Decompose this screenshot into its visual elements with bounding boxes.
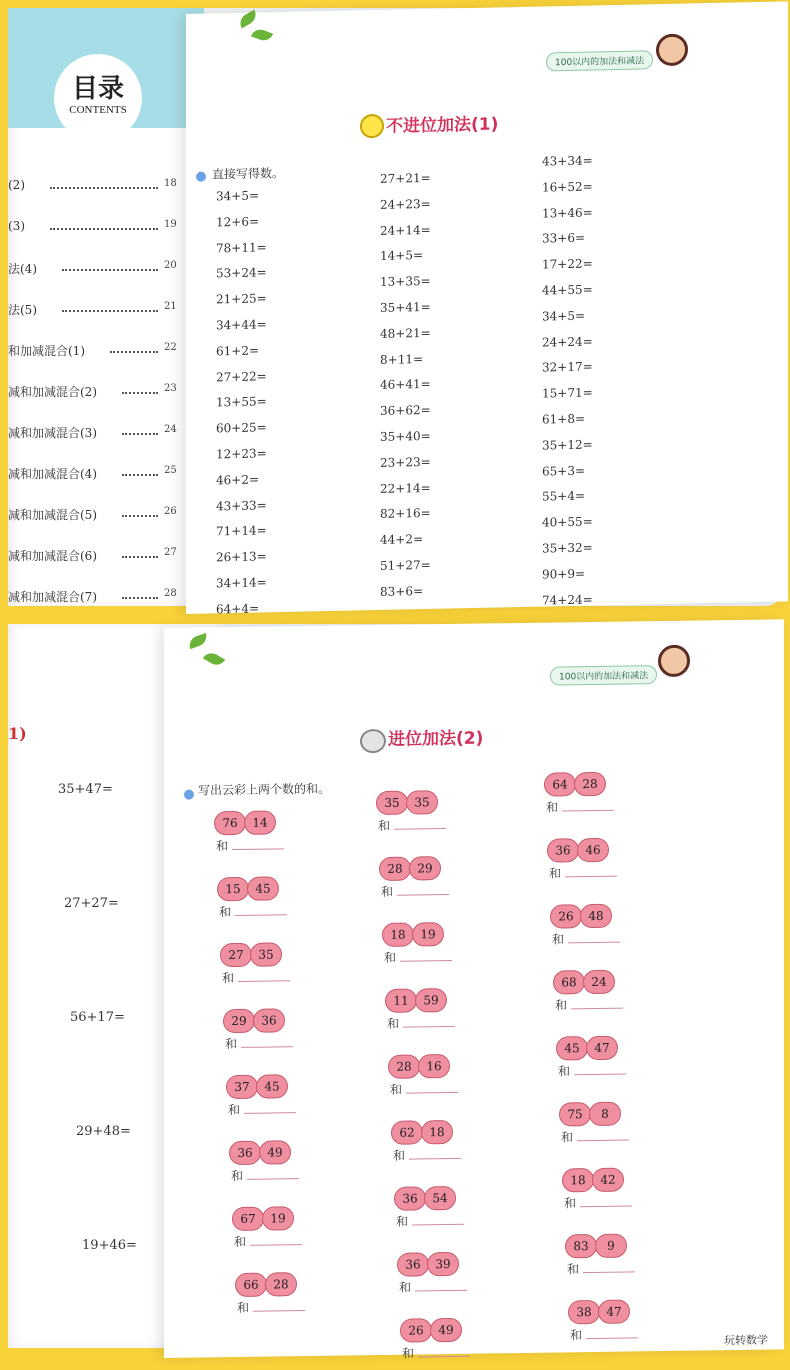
arithmetic-problem: 13+55= bbox=[216, 394, 267, 410]
cloud-number: 15 bbox=[217, 877, 249, 901]
answer-line bbox=[397, 894, 449, 896]
sum-label: 和 bbox=[231, 1168, 244, 1184]
toc-row-label: 法(4) bbox=[8, 262, 37, 276]
sum-label: 和 bbox=[219, 905, 232, 920]
arithmetic-problem: 27+27= bbox=[64, 896, 119, 911]
cloud-number: 18 bbox=[562, 1168, 594, 1192]
side-lesson-mark: 1) bbox=[8, 724, 27, 743]
cloud-pair bbox=[229, 1140, 299, 1189]
sum-label: 和 bbox=[558, 1064, 571, 1079]
arithmetic-problem: 14+5= bbox=[380, 248, 424, 264]
cloud-number: 66 bbox=[235, 1273, 267, 1297]
toc-row-label: (2) bbox=[8, 178, 25, 192]
arithmetic-problem: 13+35= bbox=[380, 274, 431, 290]
arithmetic-problem: 46+2= bbox=[216, 472, 260, 488]
cloud-number: 28 bbox=[574, 772, 606, 796]
toc-page bbox=[8, 8, 204, 606]
cloud-number: 8 bbox=[589, 1102, 621, 1126]
answer-line bbox=[415, 1290, 467, 1292]
cloud-number: 45 bbox=[556, 1036, 588, 1060]
cloud-number: 35 bbox=[250, 942, 282, 966]
cloud-number: 47 bbox=[586, 1036, 618, 1060]
arithmetic-problem: 26+13= bbox=[216, 549, 267, 565]
toc-row bbox=[8, 383, 198, 405]
cloud-pair bbox=[559, 1102, 629, 1151]
arithmetic-problem: 22+14= bbox=[380, 480, 431, 496]
arithmetic-problem: 83+6= bbox=[380, 583, 424, 599]
cloud-number: 62 bbox=[391, 1120, 423, 1144]
chick-mascot-icon bbox=[360, 114, 384, 139]
sum-label: 和 bbox=[393, 1148, 406, 1163]
answer-line bbox=[418, 1356, 470, 1358]
toc-row bbox=[8, 301, 198, 323]
toc-row-page: 21 bbox=[164, 301, 177, 312]
answer-line bbox=[253, 1310, 305, 1312]
arithmetic-problem: 44+2= bbox=[380, 532, 424, 548]
sum-label: 和 bbox=[396, 1214, 409, 1229]
toc-leader-dots bbox=[50, 187, 158, 189]
arithmetic-problem: 65+3= bbox=[542, 463, 586, 479]
arithmetic-problem: 55+4= bbox=[542, 489, 586, 504]
toc-row-label: (3) bbox=[8, 219, 25, 233]
answer-line bbox=[571, 1008, 623, 1010]
cloud-exercise-page bbox=[164, 619, 784, 1361]
cloud-number: 26 bbox=[550, 904, 582, 928]
cloud-number: 38 bbox=[568, 1300, 600, 1324]
toc-row bbox=[8, 506, 198, 528]
toc-leader-dots bbox=[62, 310, 158, 312]
answer-line bbox=[400, 960, 452, 962]
bottom-photo-panel bbox=[8, 624, 782, 1361]
cloud-pair bbox=[565, 1233, 635, 1282]
cloud-number: 18 bbox=[382, 923, 414, 947]
girl-mascot-icon bbox=[658, 645, 690, 677]
answer-line bbox=[586, 1337, 638, 1339]
answer-line bbox=[235, 914, 287, 916]
answer-line bbox=[577, 1140, 629, 1142]
toc-subtitle: CONTENTS bbox=[69, 104, 127, 116]
answer-line bbox=[580, 1205, 632, 1207]
arithmetic-problem: 34+14= bbox=[216, 575, 267, 591]
cloud-number: 36 bbox=[397, 1252, 429, 1276]
arithmetic-problem: 34+5= bbox=[216, 188, 260, 204]
cloud-pair bbox=[544, 772, 614, 821]
cloud-pair bbox=[235, 1272, 305, 1321]
cloud-pair bbox=[376, 790, 446, 839]
arithmetic-problem: 21+25= bbox=[216, 291, 267, 307]
toc-leader-dots bbox=[62, 269, 158, 271]
cloud-number: 75 bbox=[559, 1102, 591, 1126]
cloud-number: 45 bbox=[256, 1074, 288, 1098]
answer-line bbox=[406, 1092, 458, 1094]
answer-line bbox=[247, 1178, 299, 1180]
cloud-number: 29 bbox=[409, 856, 441, 880]
arithmetic-problem: 12+23= bbox=[216, 446, 267, 462]
cloud-number: 26 bbox=[400, 1318, 432, 1342]
arithmetic-problem: 36+62= bbox=[380, 403, 431, 419]
sum-label: 和 bbox=[216, 839, 229, 854]
arithmetic-problem: 78+11= bbox=[216, 239, 267, 255]
arithmetic-problem: 27+22= bbox=[216, 368, 267, 384]
arithmetic-problem: 48+21= bbox=[380, 325, 431, 341]
cloud-number: 11 bbox=[385, 988, 417, 1012]
answer-line bbox=[241, 1046, 293, 1048]
sum-label: 和 bbox=[402, 1346, 415, 1361]
cloud-pair bbox=[553, 970, 623, 1019]
cloud-number: 54 bbox=[424, 1186, 456, 1210]
chapter-tag: 100以内的加法和减法 bbox=[546, 50, 653, 71]
sum-label: 和 bbox=[225, 1036, 238, 1052]
arithmetic-problem: 35+47= bbox=[58, 782, 113, 797]
arithmetic-problem: 24+24= bbox=[542, 334, 593, 350]
toc-leader-dots bbox=[110, 351, 158, 353]
cloud-number: 24 bbox=[583, 970, 615, 994]
toc-row bbox=[8, 547, 198, 569]
sheep-mascot-icon bbox=[360, 729, 386, 753]
cloud-number: 36 bbox=[253, 1008, 285, 1032]
instruction-text: 写出云彩上两个数的和。 bbox=[198, 781, 331, 798]
toc-row bbox=[8, 219, 198, 241]
sum-label: 和 bbox=[561, 1130, 574, 1145]
toc-leader-dots bbox=[122, 597, 158, 599]
arithmetic-problem: 35+40= bbox=[380, 428, 431, 444]
toc-row-label: 减和加减混合(2) bbox=[8, 385, 97, 399]
cloud-number: 35 bbox=[376, 791, 408, 815]
arithmetic-problem: 34+44= bbox=[216, 317, 267, 333]
sum-label: 和 bbox=[384, 950, 397, 965]
sum-label: 和 bbox=[549, 866, 562, 881]
toc-badge bbox=[54, 54, 142, 142]
arithmetic-problem: 34+5= bbox=[542, 308, 586, 324]
cloud-number: 83 bbox=[565, 1234, 597, 1258]
cloud-pair bbox=[382, 922, 452, 971]
arithmetic-problem: 61+8= bbox=[542, 411, 586, 427]
answer-line bbox=[562, 810, 614, 812]
arithmetic-problem: 53+24= bbox=[216, 265, 267, 281]
cloud-number: 27 bbox=[220, 943, 252, 967]
cloud-number: 16 bbox=[418, 1054, 450, 1078]
arithmetic-problem: 29+48= bbox=[76, 1124, 131, 1139]
arithmetic-problem: 43+33= bbox=[216, 497, 267, 513]
cloud-number: 28 bbox=[388, 1054, 420, 1078]
sum-label: 和 bbox=[552, 932, 565, 947]
cloud-number: 47 bbox=[598, 1299, 630, 1323]
answer-line bbox=[568, 942, 620, 944]
toc-row-label: 和加减混合(1) bbox=[8, 344, 85, 358]
toc-leader-dots bbox=[122, 392, 158, 394]
toc-title: 目录 bbox=[71, 74, 124, 104]
cloud-pair bbox=[394, 1186, 464, 1235]
toc-row-page: 23 bbox=[164, 383, 177, 394]
toc-row-page: 26 bbox=[164, 506, 177, 517]
toc-row-page: 27 bbox=[164, 547, 177, 558]
arithmetic-problem: 44+55= bbox=[542, 282, 593, 298]
arithmetic-problem: 46+41= bbox=[380, 377, 431, 393]
toc-row-page: 19 bbox=[164, 219, 177, 230]
cloud-number: 76 bbox=[214, 811, 246, 835]
arithmetic-problem: 60+25= bbox=[216, 420, 267, 436]
arithmetic-problem: 32+17= bbox=[542, 359, 593, 375]
instruction-text: 直接写得数。 bbox=[212, 165, 285, 182]
arithmetic-problem: 24+14= bbox=[380, 222, 431, 238]
toc-row-page: 24 bbox=[164, 424, 177, 435]
sum-label: 和 bbox=[222, 971, 235, 986]
sum-label: 和 bbox=[378, 818, 391, 834]
sum-label: 和 bbox=[234, 1234, 247, 1250]
cloud-number: 28 bbox=[265, 1272, 297, 1296]
arithmetic-problem: 27+21= bbox=[380, 170, 431, 186]
toc-leader-dots bbox=[50, 228, 158, 230]
sum-label: 和 bbox=[564, 1196, 577, 1211]
arithmetic-problem: 23+23= bbox=[380, 454, 431, 470]
toc-row bbox=[8, 465, 198, 487]
toc-row-page: 22 bbox=[164, 342, 177, 353]
cloud-number: 37 bbox=[226, 1075, 258, 1099]
arithmetic-problem: 13+46= bbox=[542, 205, 593, 221]
toc-row-page: 20 bbox=[164, 260, 177, 271]
arithmetic-problem: 61+2= bbox=[216, 343, 260, 359]
cloud-number: 68 bbox=[553, 970, 585, 994]
answer-line bbox=[409, 1158, 461, 1160]
answer-line bbox=[403, 1026, 455, 1028]
toc-row bbox=[8, 260, 198, 282]
toc-row bbox=[8, 342, 198, 364]
cloud-pair bbox=[379, 856, 449, 905]
cloud-number: 39 bbox=[427, 1252, 459, 1276]
answer-line bbox=[238, 980, 290, 982]
arithmetic-problem: 35+12= bbox=[542, 437, 593, 453]
arithmetic-problem: 82+16= bbox=[380, 506, 431, 522]
cloud-number: 49 bbox=[259, 1140, 291, 1164]
arithmetic-problem: 35+41= bbox=[380, 299, 431, 315]
footer-text: 玩转数学 bbox=[724, 1333, 768, 1348]
cloud-pair bbox=[400, 1318, 470, 1367]
toc-row bbox=[8, 178, 198, 200]
cloud-number: 48 bbox=[580, 904, 612, 928]
arithmetic-problem: 64+4= bbox=[216, 601, 260, 617]
arithmetic-problem: 74+24= bbox=[542, 592, 593, 608]
cloud-number: 19 bbox=[262, 1206, 294, 1230]
cloud-number: 49 bbox=[430, 1318, 462, 1342]
toc-row-label: 减和加减混合(3) bbox=[8, 426, 97, 440]
cloud-number: 64 bbox=[544, 772, 576, 796]
arithmetic-problem: 56+17= bbox=[70, 1010, 125, 1025]
toc-row-label: 减和加减混合(6) bbox=[8, 549, 97, 563]
toc-row-label: 减和加减混合(7) bbox=[8, 590, 97, 604]
toc-row-label: 法(5) bbox=[8, 303, 37, 317]
sum-label: 和 bbox=[555, 998, 568, 1013]
toc-row-label: 减和加减混合(5) bbox=[8, 508, 97, 522]
chapter-tag: 100以内的加法和减法 bbox=[550, 665, 657, 685]
sum-label: 和 bbox=[546, 800, 559, 815]
answer-line bbox=[250, 1244, 302, 1246]
answer-line bbox=[412, 1224, 464, 1226]
arithmetic-problem: 12+6= bbox=[216, 214, 260, 230]
cloud-pair bbox=[226, 1074, 296, 1123]
cloud-number: 46 bbox=[577, 838, 609, 862]
arithmetic-problem: 35+32= bbox=[542, 540, 593, 556]
cloud-number: 45 bbox=[247, 876, 279, 900]
cloud-number: 29 bbox=[223, 1009, 255, 1033]
arithmetic-problem: 71+14= bbox=[216, 523, 267, 539]
sum-label: 和 bbox=[387, 1016, 400, 1031]
answer-line bbox=[244, 1112, 296, 1114]
cloud-pair bbox=[562, 1167, 632, 1216]
toc-row bbox=[8, 424, 198, 446]
toc-leader-dots bbox=[122, 433, 158, 435]
arithmetic-problem: 43+34= bbox=[542, 153, 593, 169]
toc-row-page: 28 bbox=[164, 588, 177, 599]
cloud-pair bbox=[385, 988, 455, 1037]
sum-label: 和 bbox=[399, 1280, 412, 1295]
toc-row-label: 减和加减混合(4) bbox=[8, 467, 97, 481]
arithmetic-problem: 24+23= bbox=[380, 196, 431, 212]
cloud-pair bbox=[388, 1054, 458, 1103]
cloud-number: 42 bbox=[592, 1168, 624, 1192]
arithmetic-problem: 33+6= bbox=[542, 231, 586, 246]
answer-line bbox=[232, 848, 284, 850]
toc-row-page: 18 bbox=[164, 178, 177, 189]
cloud-pair bbox=[550, 904, 620, 953]
top-photo-panel bbox=[8, 8, 782, 617]
cloud-number: 9 bbox=[595, 1234, 627, 1258]
answer-line bbox=[574, 1074, 626, 1076]
cloud-number: 59 bbox=[415, 988, 447, 1012]
exercise-page bbox=[186, 1, 788, 617]
cloud-number: 19 bbox=[412, 922, 444, 946]
sum-label: 和 bbox=[228, 1102, 241, 1118]
arithmetic-problem: 19+46= bbox=[82, 1238, 137, 1253]
cloud-pair bbox=[568, 1299, 638, 1348]
arithmetic-problem: 15+71= bbox=[542, 385, 593, 401]
arithmetic-problem: 90+9= bbox=[542, 566, 586, 582]
sum-label: 和 bbox=[390, 1082, 403, 1097]
cloud-pair bbox=[232, 1206, 302, 1255]
arithmetic-problem: 17+22= bbox=[542, 256, 593, 272]
girl-mascot-icon bbox=[656, 33, 688, 66]
cloud-number: 18 bbox=[421, 1120, 453, 1144]
answer-line bbox=[583, 1271, 635, 1273]
sum-label: 和 bbox=[570, 1328, 583, 1343]
toc-row bbox=[8, 588, 198, 610]
cloud-pair bbox=[391, 1120, 461, 1169]
cloud-number: 36 bbox=[547, 838, 579, 862]
lesson-title: 不进位加法(1) bbox=[386, 114, 499, 137]
cloud-number: 35 bbox=[406, 790, 438, 814]
arithmetic-problem: 16+52= bbox=[542, 179, 593, 195]
toc-row-page: 25 bbox=[164, 465, 177, 476]
arithmetic-problem: 51+27= bbox=[380, 557, 431, 573]
cloud-number: 36 bbox=[229, 1141, 261, 1165]
cloud-pair bbox=[397, 1252, 467, 1301]
cloud-number: 36 bbox=[394, 1186, 426, 1210]
cloud-pair bbox=[217, 876, 287, 925]
sum-label: 和 bbox=[381, 884, 394, 899]
cloud-number: 14 bbox=[244, 810, 276, 834]
instruction-bullet-icon bbox=[184, 790, 194, 800]
cloud-pair bbox=[556, 1036, 626, 1085]
sum-label: 和 bbox=[567, 1262, 580, 1277]
cloud-pair bbox=[223, 1008, 293, 1057]
instruction-bullet-icon bbox=[196, 172, 206, 182]
arithmetic-problem: 8+11= bbox=[380, 351, 424, 367]
sum-label: 和 bbox=[237, 1300, 250, 1315]
toc-leader-dots bbox=[122, 515, 158, 517]
lesson-title: 进位加法(2) bbox=[388, 728, 484, 750]
answer-line bbox=[394, 828, 446, 830]
cloud-number: 67 bbox=[232, 1207, 264, 1231]
answer-line bbox=[565, 876, 617, 878]
cloud-pair bbox=[220, 942, 290, 991]
toc-leader-dots bbox=[122, 474, 158, 476]
arithmetic-problem: 40+55= bbox=[542, 514, 593, 530]
cloud-number: 28 bbox=[379, 857, 411, 881]
cloud-pair bbox=[547, 838, 617, 887]
toc-leader-dots bbox=[122, 556, 158, 558]
cloud-pair bbox=[214, 810, 284, 859]
